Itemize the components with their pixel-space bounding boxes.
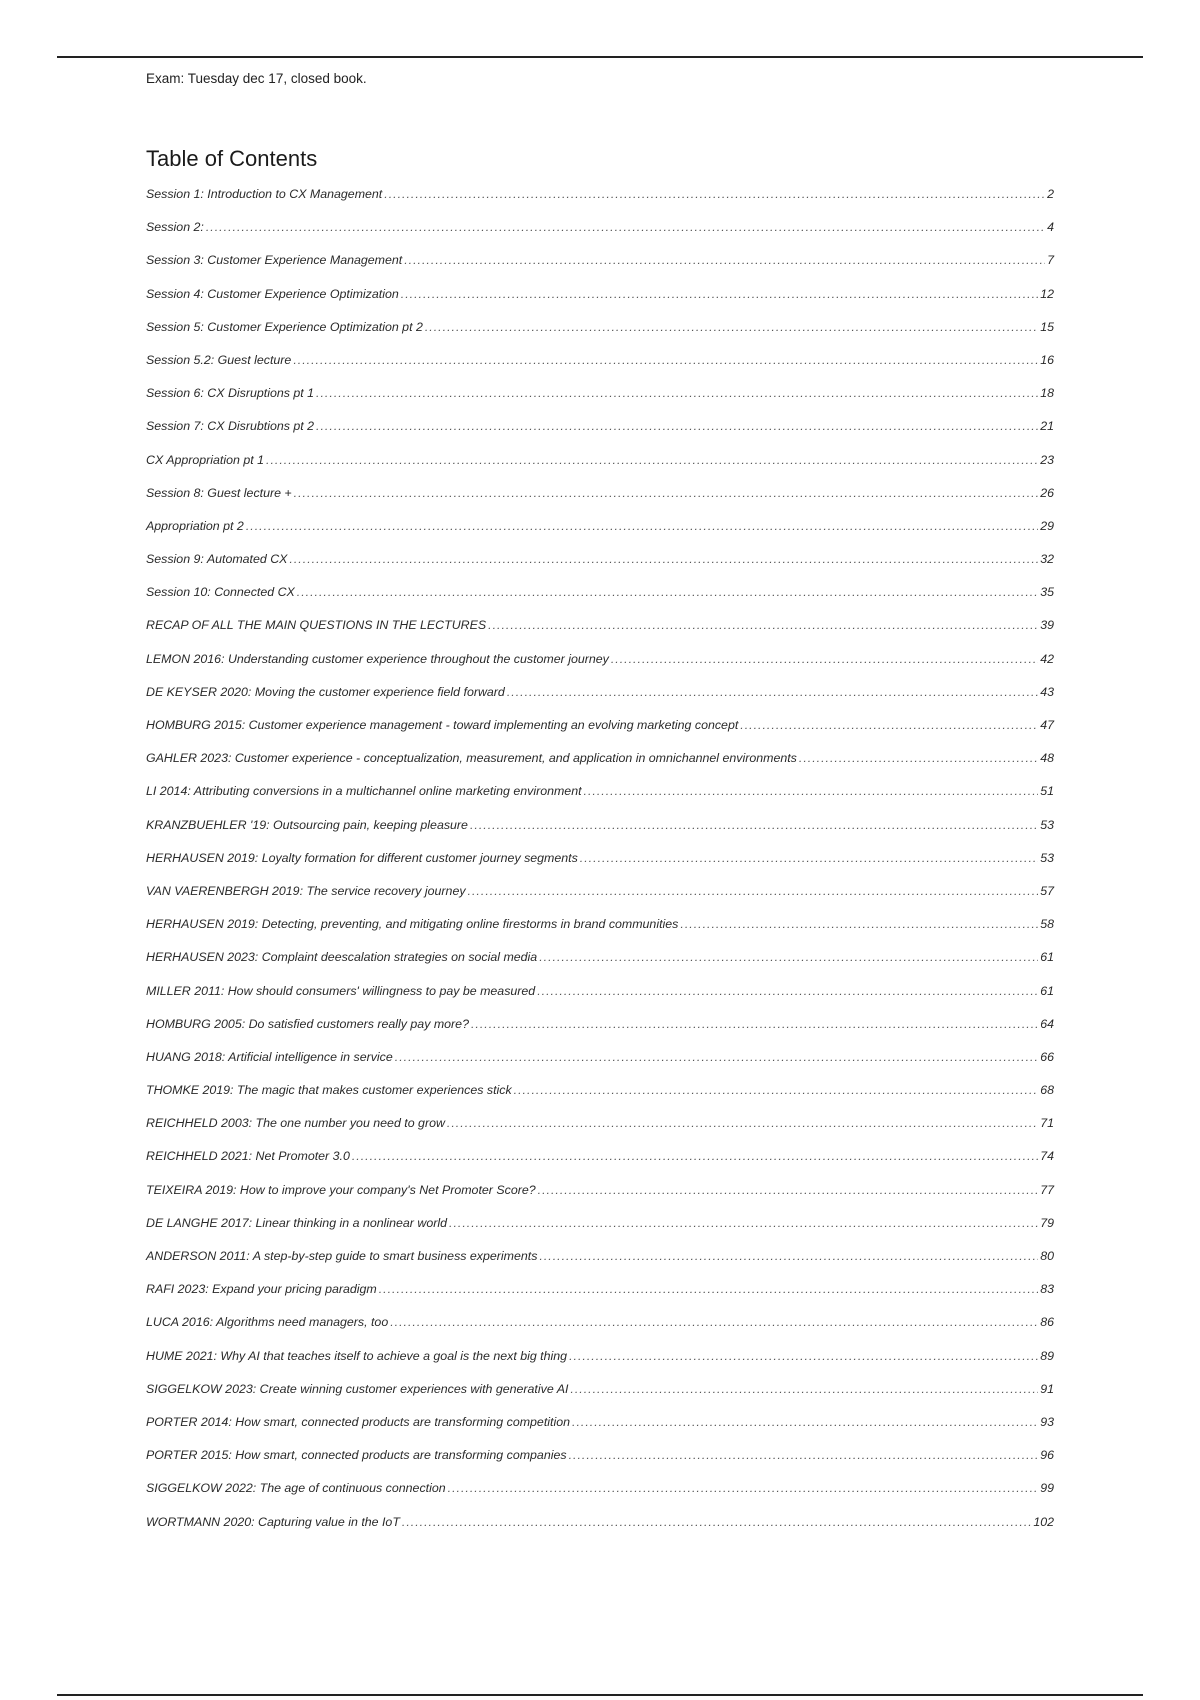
toc-entry[interactable] bbox=[146, 1382, 1054, 1415]
toc-entry[interactable] bbox=[146, 1282, 1054, 1315]
toc-entry-title: DE LANGHE 2017: Linear thinking in a nonlinear world bbox=[146, 1215, 447, 1230]
toc-entry-page-number: 16 bbox=[1040, 352, 1054, 367]
toc-entry[interactable] bbox=[146, 917, 1054, 950]
toc-entry-page-number: 66 bbox=[1040, 1049, 1054, 1064]
toc-dot-leader bbox=[468, 884, 1039, 898]
toc-entry-title: HOMBURG 2015: Customer experience management - toward implementing an evolving marketing concept bbox=[146, 718, 739, 732]
toc-entry-page-number: 58 bbox=[1040, 917, 1054, 932]
toc-dot-leader bbox=[740, 718, 1038, 732]
toc-entry-page-number: 74 bbox=[1040, 1149, 1054, 1164]
toc-entry[interactable] bbox=[146, 1149, 1054, 1182]
toc-entry-page-number: 32 bbox=[1040, 552, 1054, 567]
toc-entry-page-number: 61 bbox=[1040, 950, 1054, 965]
toc-dot-leader bbox=[539, 1249, 1038, 1263]
toc-entry[interactable] bbox=[146, 1481, 1054, 1514]
toc-entry-title: VAN VAERENBERGH 2019: The service recovery journey bbox=[146, 883, 466, 898]
toc-dot-leader bbox=[352, 1149, 1038, 1163]
toc-dot-leader bbox=[246, 519, 1038, 533]
toc-entry-title: HOMBURG 2005: Do satisfied customers really pay more? bbox=[146, 1016, 469, 1031]
toc-entry[interactable] bbox=[146, 618, 1054, 651]
toc-dot-leader bbox=[570, 1382, 1038, 1396]
toc-entry-page-number: 80 bbox=[1040, 1249, 1054, 1263]
toc-entry-title: Session 1: Introduction to CX Management bbox=[146, 187, 383, 201]
toc-entry-title: WORTMANN 2020: Capturing value in the IoT bbox=[146, 1514, 400, 1529]
toc-dot-leader bbox=[470, 818, 1038, 832]
toc-entry-title: HERHAUSEN 2019: Loyalty formation for different customer journey segments bbox=[146, 850, 578, 865]
toc-dot-leader bbox=[395, 1050, 1038, 1064]
toc-dot-leader bbox=[294, 486, 1039, 500]
toc-entry-title: TEIXEIRA 2019: How to improve your company's Net Promoter Score? bbox=[146, 1182, 536, 1197]
toc-entry-page-number: 57 bbox=[1040, 883, 1054, 898]
toc-entry-title: LI 2014: Attributing conversions in a multichannel online marketing environment bbox=[146, 784, 582, 799]
toc-entry-page-number: 23 bbox=[1040, 452, 1054, 467]
toc-dot-leader bbox=[297, 585, 1038, 599]
toc-entry-title: Session 8: Guest lecture + bbox=[146, 485, 292, 500]
toc-entry[interactable] bbox=[146, 950, 1054, 983]
toc-entry-page-number: 83 bbox=[1040, 1282, 1054, 1297]
toc-dot-leader bbox=[404, 253, 1045, 267]
toc-dot-leader bbox=[289, 552, 1038, 566]
toc-dot-leader bbox=[580, 851, 1038, 865]
table-of-contents bbox=[146, 187, 1054, 1548]
toc-entry-page-number: 29 bbox=[1040, 518, 1054, 533]
toc-entry-title: Appropriation pt 2 bbox=[146, 518, 244, 533]
toc-entry[interactable] bbox=[146, 220, 1054, 253]
toc-entry-page-number: 15 bbox=[1040, 319, 1054, 334]
toc-entry-page-number: 102 bbox=[1033, 1514, 1054, 1529]
toc-dot-leader bbox=[569, 1448, 1039, 1462]
bottom-divider bbox=[57, 1694, 1143, 1696]
toc-entry-title: RECAP OF ALL THE MAIN QUESTIONS IN THE LECTURES bbox=[146, 618, 487, 633]
toc-dot-leader bbox=[507, 685, 1038, 699]
toc-dot-leader bbox=[316, 386, 1038, 400]
toc-entry-page-number: 2 bbox=[1047, 187, 1054, 201]
toc-entry-title: LEMON 2016: Understanding customer experience throughout the customer journey bbox=[146, 651, 609, 666]
toc-entry[interactable] bbox=[146, 486, 1054, 519]
toc-entry-page-number: 64 bbox=[1040, 1016, 1054, 1031]
toc-entry[interactable] bbox=[146, 884, 1054, 917]
toc-entry-title: THOMKE 2019: The magic that makes customer experiences stick bbox=[146, 1083, 512, 1098]
toc-heading: Table of Contents bbox=[146, 146, 318, 171]
toc-entry[interactable] bbox=[146, 1017, 1054, 1050]
toc-entry-title: HERHAUSEN 2023: Complaint deescalation strategies on social media bbox=[146, 950, 538, 965]
toc-entry[interactable] bbox=[146, 1515, 1054, 1548]
toc-entry[interactable] bbox=[146, 1315, 1054, 1348]
toc-dot-leader bbox=[390, 1315, 1038, 1329]
toc-entry-page-number: 96 bbox=[1040, 1448, 1054, 1463]
toc-entry[interactable] bbox=[146, 984, 1054, 1017]
toc-dot-leader bbox=[447, 1116, 1038, 1130]
toc-dot-leader bbox=[680, 917, 1038, 931]
toc-dot-leader bbox=[539, 950, 1038, 964]
toc-entry[interactable] bbox=[146, 1349, 1054, 1382]
toc-entry-page-number: 77 bbox=[1040, 1182, 1054, 1197]
toc-entry[interactable] bbox=[146, 784, 1054, 817]
toc-entry-page-number: 86 bbox=[1040, 1315, 1054, 1330]
toc-entry-title: Session 3: Customer Experience Management bbox=[146, 253, 403, 268]
toc-entry[interactable] bbox=[146, 1116, 1054, 1149]
toc-entry-page-number: 93 bbox=[1040, 1414, 1054, 1429]
toc-entry-title: HUANG 2018: Artificial intelligence in service bbox=[146, 1049, 393, 1064]
toc-entry[interactable] bbox=[146, 751, 1054, 784]
toc-entry-title: MILLER 2011: How should consumers' willingness to pay be measured bbox=[146, 983, 536, 998]
toc-entry-title: GAHLER 2023: Customer experience - conceptualization, measurement, and application in omnichannel environments bbox=[146, 751, 797, 766]
toc-entry[interactable] bbox=[146, 1083, 1054, 1116]
toc-entry-title: REICHHELD 2003: The one number you need to grow bbox=[146, 1116, 445, 1131]
toc-entry-page-number: 21 bbox=[1040, 419, 1054, 434]
toc-entry[interactable] bbox=[146, 685, 1054, 718]
toc-entry[interactable] bbox=[146, 1050, 1054, 1083]
toc-entry-title: SIGGELKOW 2022: The age of continuous connection bbox=[146, 1481, 446, 1496]
toc-entry-title: PORTER 2014: How smart, connected products are transforming competition bbox=[146, 1414, 570, 1429]
toc-entry[interactable] bbox=[146, 1183, 1054, 1216]
toc-entry-page-number: 91 bbox=[1040, 1381, 1054, 1396]
toc-dot-leader bbox=[266, 453, 1038, 467]
toc-entry-title: HUME 2021: Why AI that teaches itself to achieve a goal is the next big thing bbox=[146, 1348, 568, 1363]
toc-dot-leader bbox=[569, 1349, 1038, 1363]
toc-dot-leader bbox=[384, 187, 1045, 201]
toc-entry-title: RAFI 2023: Expand your pricing paradigm bbox=[146, 1282, 377, 1297]
toc-entry-title: REICHHELD 2021: Net Promoter 3.0 bbox=[146, 1149, 350, 1164]
toc-entry-title: KRANZBUEHLER '19: Outsourcing pain, keeping pleasure bbox=[146, 817, 468, 832]
toc-entry[interactable] bbox=[146, 419, 1054, 452]
toc-entry-page-number: 39 bbox=[1040, 618, 1054, 633]
toc-dot-leader bbox=[488, 618, 1038, 632]
toc-dot-leader bbox=[514, 1083, 1039, 1097]
toc-entry[interactable] bbox=[146, 320, 1054, 353]
top-divider bbox=[57, 56, 1143, 58]
toc-entry[interactable] bbox=[146, 287, 1054, 320]
toc-entry[interactable] bbox=[146, 386, 1054, 419]
toc-entry-title: ANDERSON 2011: A step-by-step guide to smart business experiments bbox=[146, 1249, 538, 1263]
toc-dot-leader bbox=[401, 287, 1038, 301]
toc-entry[interactable] bbox=[146, 818, 1054, 851]
toc-entry-page-number: 4 bbox=[1047, 220, 1054, 235]
toc-entry-page-number: 51 bbox=[1040, 784, 1054, 799]
toc-entry-title: PORTER 2015: How smart, connected products are transforming companies bbox=[146, 1448, 567, 1463]
toc-entry-page-number: 53 bbox=[1040, 850, 1054, 865]
toc-entry-title: Session 4: Customer Experience Optimization bbox=[146, 286, 399, 301]
toc-entry-title: Session 10: Connected CX bbox=[146, 585, 295, 600]
toc-entry-page-number: 53 bbox=[1040, 817, 1054, 832]
toc-entry-title: Session 5.2: Guest lecture bbox=[146, 352, 292, 367]
toc-entry-page-number: 99 bbox=[1040, 1481, 1054, 1496]
toc-entry[interactable] bbox=[146, 519, 1054, 552]
toc-entry-page-number: 61 bbox=[1040, 983, 1054, 998]
toc-dot-leader bbox=[402, 1515, 1031, 1529]
toc-entry-title: Session 7: CX Disrubtions pt 2 bbox=[146, 419, 315, 434]
toc-entry[interactable] bbox=[146, 1216, 1054, 1249]
toc-entry[interactable] bbox=[146, 851, 1054, 884]
toc-entry[interactable] bbox=[146, 453, 1054, 486]
toc-dot-leader bbox=[799, 751, 1038, 765]
toc-entry-page-number: 18 bbox=[1040, 386, 1054, 401]
toc-entry-page-number: 35 bbox=[1040, 585, 1054, 600]
toc-entry[interactable] bbox=[146, 1415, 1054, 1448]
toc-entry[interactable] bbox=[146, 718, 1054, 751]
toc-entry-title: HERHAUSEN 2019: Detecting, preventing, and mitigating online firestorms in brand communities bbox=[146, 917, 679, 932]
toc-dot-leader bbox=[206, 220, 1045, 234]
toc-entry-title: Session 2: bbox=[146, 220, 204, 235]
toc-entry-page-number: 26 bbox=[1040, 485, 1054, 500]
toc-entry-title: LUCA 2016: Algorithms need managers, too bbox=[146, 1315, 389, 1330]
toc-dot-leader bbox=[611, 652, 1038, 666]
toc-dot-leader bbox=[572, 1415, 1038, 1429]
toc-entry-title: Session 6: CX Disruptions pt 1 bbox=[146, 386, 315, 401]
toc-dot-leader bbox=[379, 1282, 1038, 1296]
toc-entry-page-number: 43 bbox=[1040, 684, 1054, 699]
toc-entry-title: DE KEYSER 2020: Moving the customer experience field forward bbox=[146, 684, 505, 699]
toc-entry[interactable] bbox=[146, 1249, 1054, 1282]
toc-entry[interactable] bbox=[146, 1448, 1054, 1481]
toc-entry-page-number: 48 bbox=[1040, 751, 1054, 766]
toc-entry-title: SIGGELKOW 2023: Create winning customer experiences with generative AI bbox=[146, 1381, 569, 1396]
toc-entry-title: CX Appropriation pt 1 bbox=[146, 452, 265, 467]
toc-entry[interactable] bbox=[146, 353, 1054, 386]
toc-dot-leader bbox=[449, 1216, 1038, 1230]
toc-entry-title: Session 9: Automated CX bbox=[146, 552, 288, 567]
toc-entry[interactable] bbox=[146, 187, 1054, 220]
toc-entry-page-number: 7 bbox=[1047, 253, 1054, 268]
toc-entry-page-number: 89 bbox=[1040, 1348, 1054, 1363]
toc-dot-leader bbox=[471, 1017, 1038, 1031]
exam-note: Exam: Tuesday dec 17, closed book. bbox=[146, 71, 367, 86]
toc-entry[interactable] bbox=[146, 253, 1054, 286]
toc-dot-leader bbox=[538, 1183, 1039, 1197]
toc-entry-page-number: 71 bbox=[1040, 1116, 1054, 1131]
toc-entry-page-number: 79 bbox=[1040, 1215, 1054, 1230]
toc-entry-title: Session 5: Customer Experience Optimization pt 2 bbox=[146, 319, 423, 334]
toc-dot-leader bbox=[293, 353, 1038, 367]
toc-entry-page-number: 42 bbox=[1040, 651, 1054, 666]
toc-dot-leader bbox=[448, 1481, 1039, 1495]
toc-entry-page-number: 12 bbox=[1040, 286, 1054, 301]
toc-entry[interactable] bbox=[146, 652, 1054, 685]
toc-dot-leader bbox=[425, 320, 1038, 334]
toc-entry-page-number: 68 bbox=[1040, 1083, 1054, 1098]
toc-dot-leader bbox=[316, 419, 1038, 433]
toc-entry[interactable] bbox=[146, 585, 1054, 618]
toc-entry[interactable] bbox=[146, 552, 1054, 585]
toc-dot-leader bbox=[537, 984, 1038, 998]
toc-dot-leader bbox=[584, 784, 1039, 798]
toc-entry-page-number: 47 bbox=[1040, 718, 1054, 732]
